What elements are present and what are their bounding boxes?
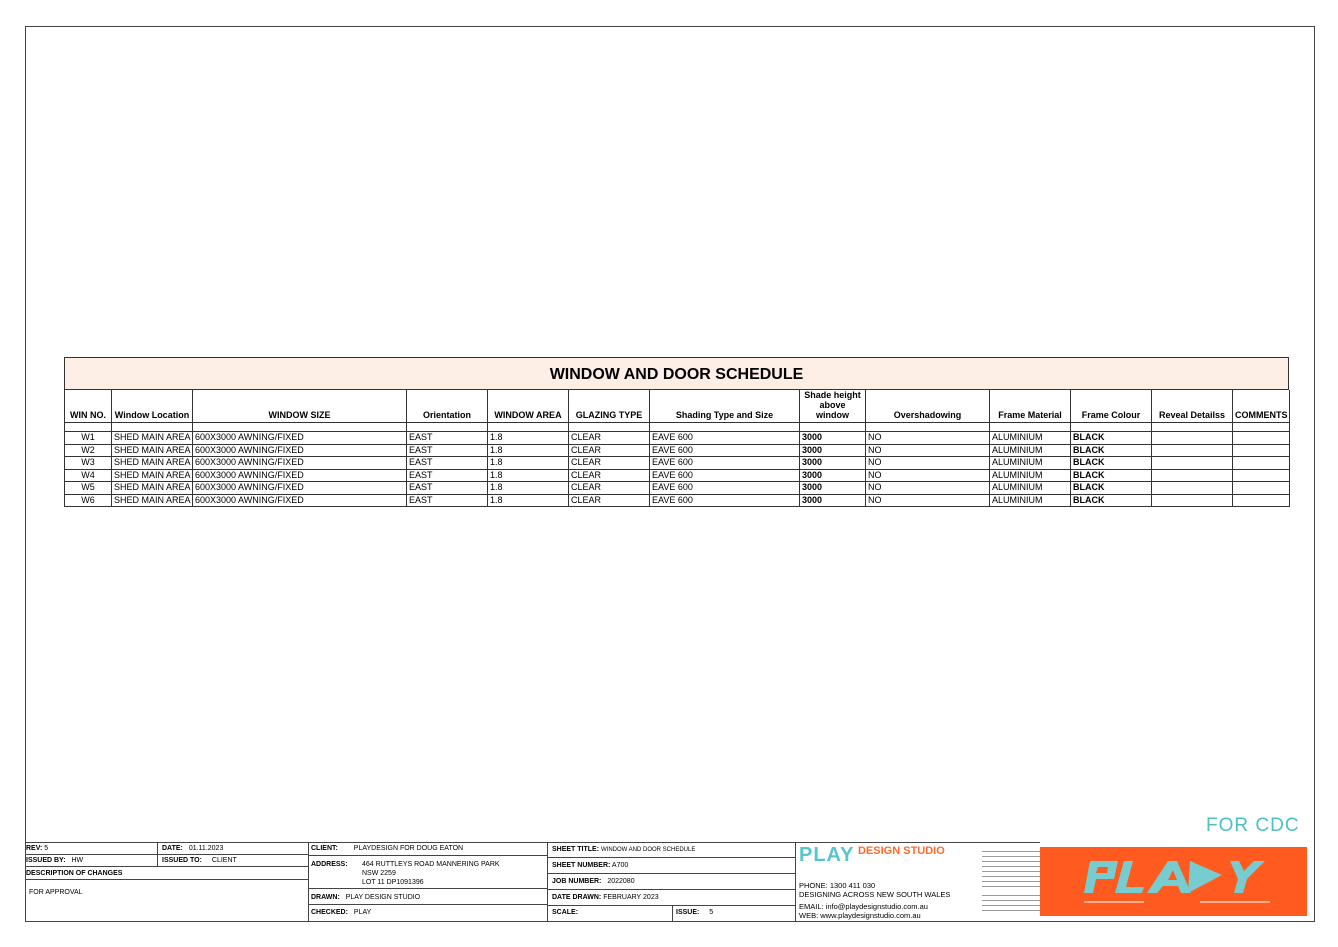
play-logo-graphic — [1040, 847, 1307, 916]
titleblock-vline — [672, 905, 673, 922]
titleblock-line — [547, 857, 795, 858]
schedule-column-header: Reveal Detailss — [1152, 390, 1233, 423]
issued-to-field: ISSUED TO: CLIENT — [162, 857, 237, 864]
titleblock-line — [547, 889, 795, 890]
drawn-field: DRAWN: PLAY DESIGN STUDIO — [311, 894, 421, 901]
date-field: DATE: 01.11.2023 — [162, 845, 224, 852]
schedule-cell: 1.8 — [488, 432, 569, 445]
schedule-title: WINDOW AND DOOR SCHEDULE — [64, 357, 1289, 390]
company-tagline: DESIGNING ACROSS NEW SOUTH WALES — [799, 890, 951, 899]
schedule-column-header: Shading Type and Size — [650, 390, 800, 423]
schedule-cell: 600X3000 AWNING/FIXED — [193, 432, 407, 445]
schedule-cell — [1233, 482, 1290, 495]
copyright-fineprint — [982, 850, 1040, 915]
issue-field: ISSUE: 5 — [676, 909, 714, 916]
scale-field: SCALE: — [552, 909, 579, 916]
play-brand-logo — [1040, 847, 1307, 916]
schedule-cell — [1152, 494, 1233, 507]
schedule-row — [65, 444, 1290, 457]
play-logo-wordmark: PLAY — [799, 844, 855, 866]
titleblock-top-line — [25, 842, 1040, 843]
schedule-cell — [1152, 432, 1233, 445]
address-label: ADDRESS: — [311, 861, 348, 868]
changes-label: DESCRIPTION OF CHANGES — [26, 870, 123, 877]
schedule-cell: CLEAR — [569, 494, 650, 507]
schedule-cell: NO — [866, 469, 990, 482]
changes-value: FOR APPROVAL — [29, 889, 83, 896]
schedule-cell: EAVE 600 — [650, 469, 800, 482]
schedule-cell: W1 — [65, 432, 112, 445]
schedule-cell: ALUMINIUM — [990, 432, 1071, 445]
schedule-cell: EAST — [407, 432, 488, 445]
schedule-column-header: Overshadowing — [866, 390, 990, 423]
play-logo-subtitle: DESIGN STUDIO — [858, 845, 945, 857]
schedule-cell: 3000 — [800, 469, 866, 482]
schedule-row — [65, 432, 1290, 445]
schedule-cell: W3 — [65, 457, 112, 470]
schedule-cell: CLEAR — [569, 457, 650, 470]
titleblock-vline — [308, 842, 309, 922]
schedule-column-header: COMMENTS — [1233, 390, 1290, 423]
schedule-cell: W5 — [65, 482, 112, 495]
company-web: WEB: www.playdesignstudio.com.au — [799, 911, 921, 920]
titleblock-vline — [157, 842, 158, 866]
schedule-row — [65, 482, 1290, 495]
schedule-cell: EAST — [407, 457, 488, 470]
schedule-cell — [1152, 444, 1233, 457]
schedule-column-header: WIN NO. — [65, 390, 112, 423]
schedule-cell: W2 — [65, 444, 112, 457]
schedule-cell: EAVE 600 — [650, 482, 800, 495]
schedule-cell: EAST — [407, 444, 488, 457]
rev-field: REV: 5 — [26, 845, 49, 852]
schedule-cell: EAST — [407, 469, 488, 482]
schedule-cell: BLACK — [1071, 444, 1152, 457]
schedule-header-row — [65, 390, 1290, 423]
schedule-cell: ALUMINIUM — [990, 482, 1071, 495]
schedule-cell: 1.8 — [488, 457, 569, 470]
address-value: 464 RUTTLEYS ROAD MANNERING PARK NSW 2259 LOT 11 DP1091396 — [362, 861, 500, 886]
sheet-title-field: SHEET TITLE: WINDOW AND DOOR SCHEDULE — [552, 846, 696, 853]
schedule-cell: 3000 — [800, 482, 866, 495]
for-cdc-stamp: FOR CDC — [1206, 815, 1300, 836]
date-drawn-field: DATE DRAWN: FEBRUARY 2023 — [552, 894, 659, 901]
schedule-cell: ALUMINIUM — [990, 444, 1071, 457]
schedule-row — [65, 494, 1290, 507]
schedule-column-header: Frame Colour — [1071, 390, 1152, 423]
schedule-cell: EAVE 600 — [650, 432, 800, 445]
schedule-cell: EAST — [407, 482, 488, 495]
schedule-cell — [1233, 432, 1290, 445]
schedule-cell: NO — [866, 432, 990, 445]
titleblock-line — [308, 904, 547, 905]
schedule-cell: BLACK — [1071, 469, 1152, 482]
schedule-row — [65, 457, 1290, 470]
schedule-cell: CLEAR — [569, 444, 650, 457]
titleblock-line — [25, 866, 308, 867]
schedule-cell — [1233, 457, 1290, 470]
schedule-cell: 600X3000 AWNING/FIXED — [193, 494, 407, 507]
schedule-cell: EAVE 600 — [650, 494, 800, 507]
schedule-cell: 1.8 — [488, 494, 569, 507]
schedule-row — [65, 469, 1290, 482]
schedule-cell: EAVE 600 — [650, 457, 800, 470]
schedule-cell: NO — [866, 457, 990, 470]
schedule-cell: ALUMINIUM — [990, 457, 1071, 470]
schedule-cell: 3000 — [800, 444, 866, 457]
schedule-cell: ALUMINIUM — [990, 469, 1071, 482]
titleblock-vline — [795, 842, 796, 922]
schedule-cell: SHED MAIN AREA — [112, 432, 193, 445]
schedule-spacer-row — [65, 423, 1290, 432]
schedule-cell: CLEAR — [569, 469, 650, 482]
sheet-number-field: SHEET NUMBER: A700 — [552, 862, 629, 869]
schedule-cell — [1233, 494, 1290, 507]
schedule-cell: BLACK — [1071, 432, 1152, 445]
schedule-cell — [1233, 469, 1290, 482]
schedule-cell — [1152, 482, 1233, 495]
schedule-cell: 1.8 — [488, 482, 569, 495]
schedule-cell: 600X3000 AWNING/FIXED — [193, 482, 407, 495]
schedule-cell: 3000 — [800, 494, 866, 507]
titleblock-line — [308, 855, 547, 856]
schedule-cell: 3000 — [800, 457, 866, 470]
schedule-column-header: GLAZING TYPE — [569, 390, 650, 423]
schedule-cell — [1233, 444, 1290, 457]
schedule-cell: NO — [866, 444, 990, 457]
schedule-column-header: Orientation — [407, 390, 488, 423]
schedule-cell: W6 — [65, 494, 112, 507]
client-field: CLIENT: PLAYDESIGN FOR DOUG EATON — [311, 845, 464, 852]
job-number-field: JOB NUMBER: 2022080 — [552, 878, 635, 885]
schedule-column-header: WINDOW AREA — [488, 390, 569, 423]
window-door-schedule — [64, 357, 1289, 507]
titleblock-line — [547, 905, 795, 906]
schedule-cell: NO — [866, 482, 990, 495]
schedule-cell: SHED MAIN AREA — [112, 482, 193, 495]
titleblock-line — [547, 873, 795, 874]
schedule-cell: SHED MAIN AREA — [112, 469, 193, 482]
titleblock-line — [25, 854, 308, 855]
schedule-cell — [1152, 457, 1233, 470]
schedule-cell: SHED MAIN AREA — [112, 457, 193, 470]
schedule-cell: ALUMINIUM — [990, 494, 1071, 507]
schedule-cell: 1.8 — [488, 444, 569, 457]
titleblock-vline — [547, 842, 548, 922]
checked-field: CHECKED: PLAY — [311, 909, 372, 916]
schedule-cell: BLACK — [1071, 457, 1152, 470]
schedule-cell: BLACK — [1071, 482, 1152, 495]
schedule-cell: SHED MAIN AREA — [112, 494, 193, 507]
schedule-cell — [1152, 469, 1233, 482]
schedule-cell: 600X3000 AWNING/FIXED — [193, 444, 407, 457]
titleblock-line — [25, 879, 308, 880]
schedule-column-header: Shade height above window — [800, 390, 866, 423]
schedule-cell: BLACK — [1071, 494, 1152, 507]
schedule-cell: NO — [866, 494, 990, 507]
schedule-column-header: Frame Material — [990, 390, 1071, 423]
schedule-cell: 3000 — [800, 432, 866, 445]
company-email: EMAIL: info@playdesignstudio.com.au — [799, 902, 928, 911]
schedule-cell: 1.8 — [488, 469, 569, 482]
schedule-table — [64, 390, 1290, 507]
schedule-column-header: Window Location — [112, 390, 193, 423]
schedule-column-header: WINDOW SIZE — [193, 390, 407, 423]
schedule-cell: W4 — [65, 469, 112, 482]
schedule-cell: 600X3000 AWNING/FIXED — [193, 469, 407, 482]
schedule-cell: EAVE 600 — [650, 444, 800, 457]
titleblock-line — [308, 888, 547, 889]
issued-by-field: ISSUED BY: HW — [26, 857, 84, 864]
schedule-cell: 600X3000 AWNING/FIXED — [193, 457, 407, 470]
schedule-cell: SHED MAIN AREA — [112, 444, 193, 457]
schedule-cell: CLEAR — [569, 432, 650, 445]
company-phone: PHONE: 1300 411 030 — [799, 881, 876, 890]
schedule-cell: CLEAR — [569, 482, 650, 495]
schedule-cell: EAST — [407, 494, 488, 507]
